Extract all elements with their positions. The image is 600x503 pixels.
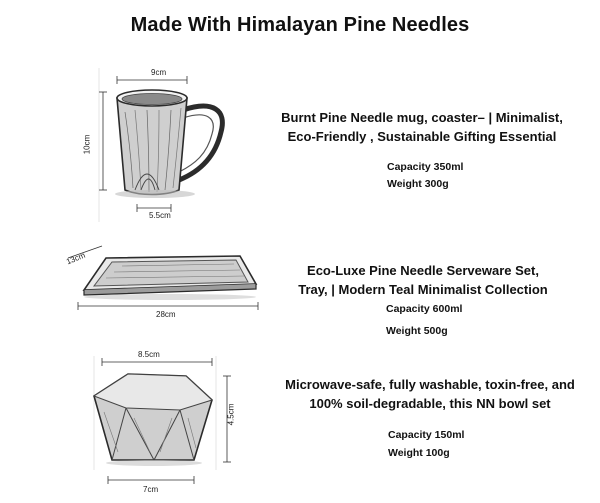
mug-weight: Weight 300g — [387, 178, 449, 190]
tray-weight: Weight 500g — [386, 325, 448, 337]
bowl-top-label: 8.5cm — [138, 350, 160, 359]
mug-height-label: 10cm — [82, 134, 92, 155]
tray-product-title — [280, 261, 566, 299]
bowl-base-label: 7cm — [143, 485, 159, 494]
bowl-weight: Weight 100g — [388, 447, 450, 459]
mug-product-title — [272, 108, 572, 146]
mug-width-label: 9cm — [151, 68, 167, 77]
mug-capacity: Capacity 350ml — [387, 161, 464, 173]
mug-title-line-1: Burnt Pine Needle mug, coaster– | Minimalist, — [281, 110, 563, 125]
bowl-title-line-2: 100% soil-degradable, this NN bowl set — [309, 396, 551, 411]
tray-title-line-2: Tray, | Modern Teal Minimalist Collection — [298, 282, 548, 297]
bowl-capacity: Capacity 150ml — [388, 429, 465, 441]
page-title: Made With Himalayan Pine Needles — [130, 14, 470, 36]
mug-base-label: 5.5cm — [149, 211, 171, 220]
bowl-height-label: 4.5cm — [226, 403, 236, 426]
mug-title-line-2: Eco-Friendly , Sustainable Gifting Essential — [287, 129, 557, 144]
mug-sketch-icon — [95, 62, 245, 227]
tray-length-label: 28cm — [156, 310, 176, 319]
tray-capacity: Capacity 600ml — [386, 303, 463, 315]
bowl-title-line-1: Microwave-safe, fully washable, toxin-free, and — [285, 377, 575, 392]
bowl-sketch-icon — [84, 352, 249, 497]
bowl-product-title — [282, 375, 578, 413]
tray-width-label: 13cm — [65, 250, 87, 267]
tray-title-line-1: Eco-Luxe Pine Needle Serveware Set, — [307, 263, 539, 278]
